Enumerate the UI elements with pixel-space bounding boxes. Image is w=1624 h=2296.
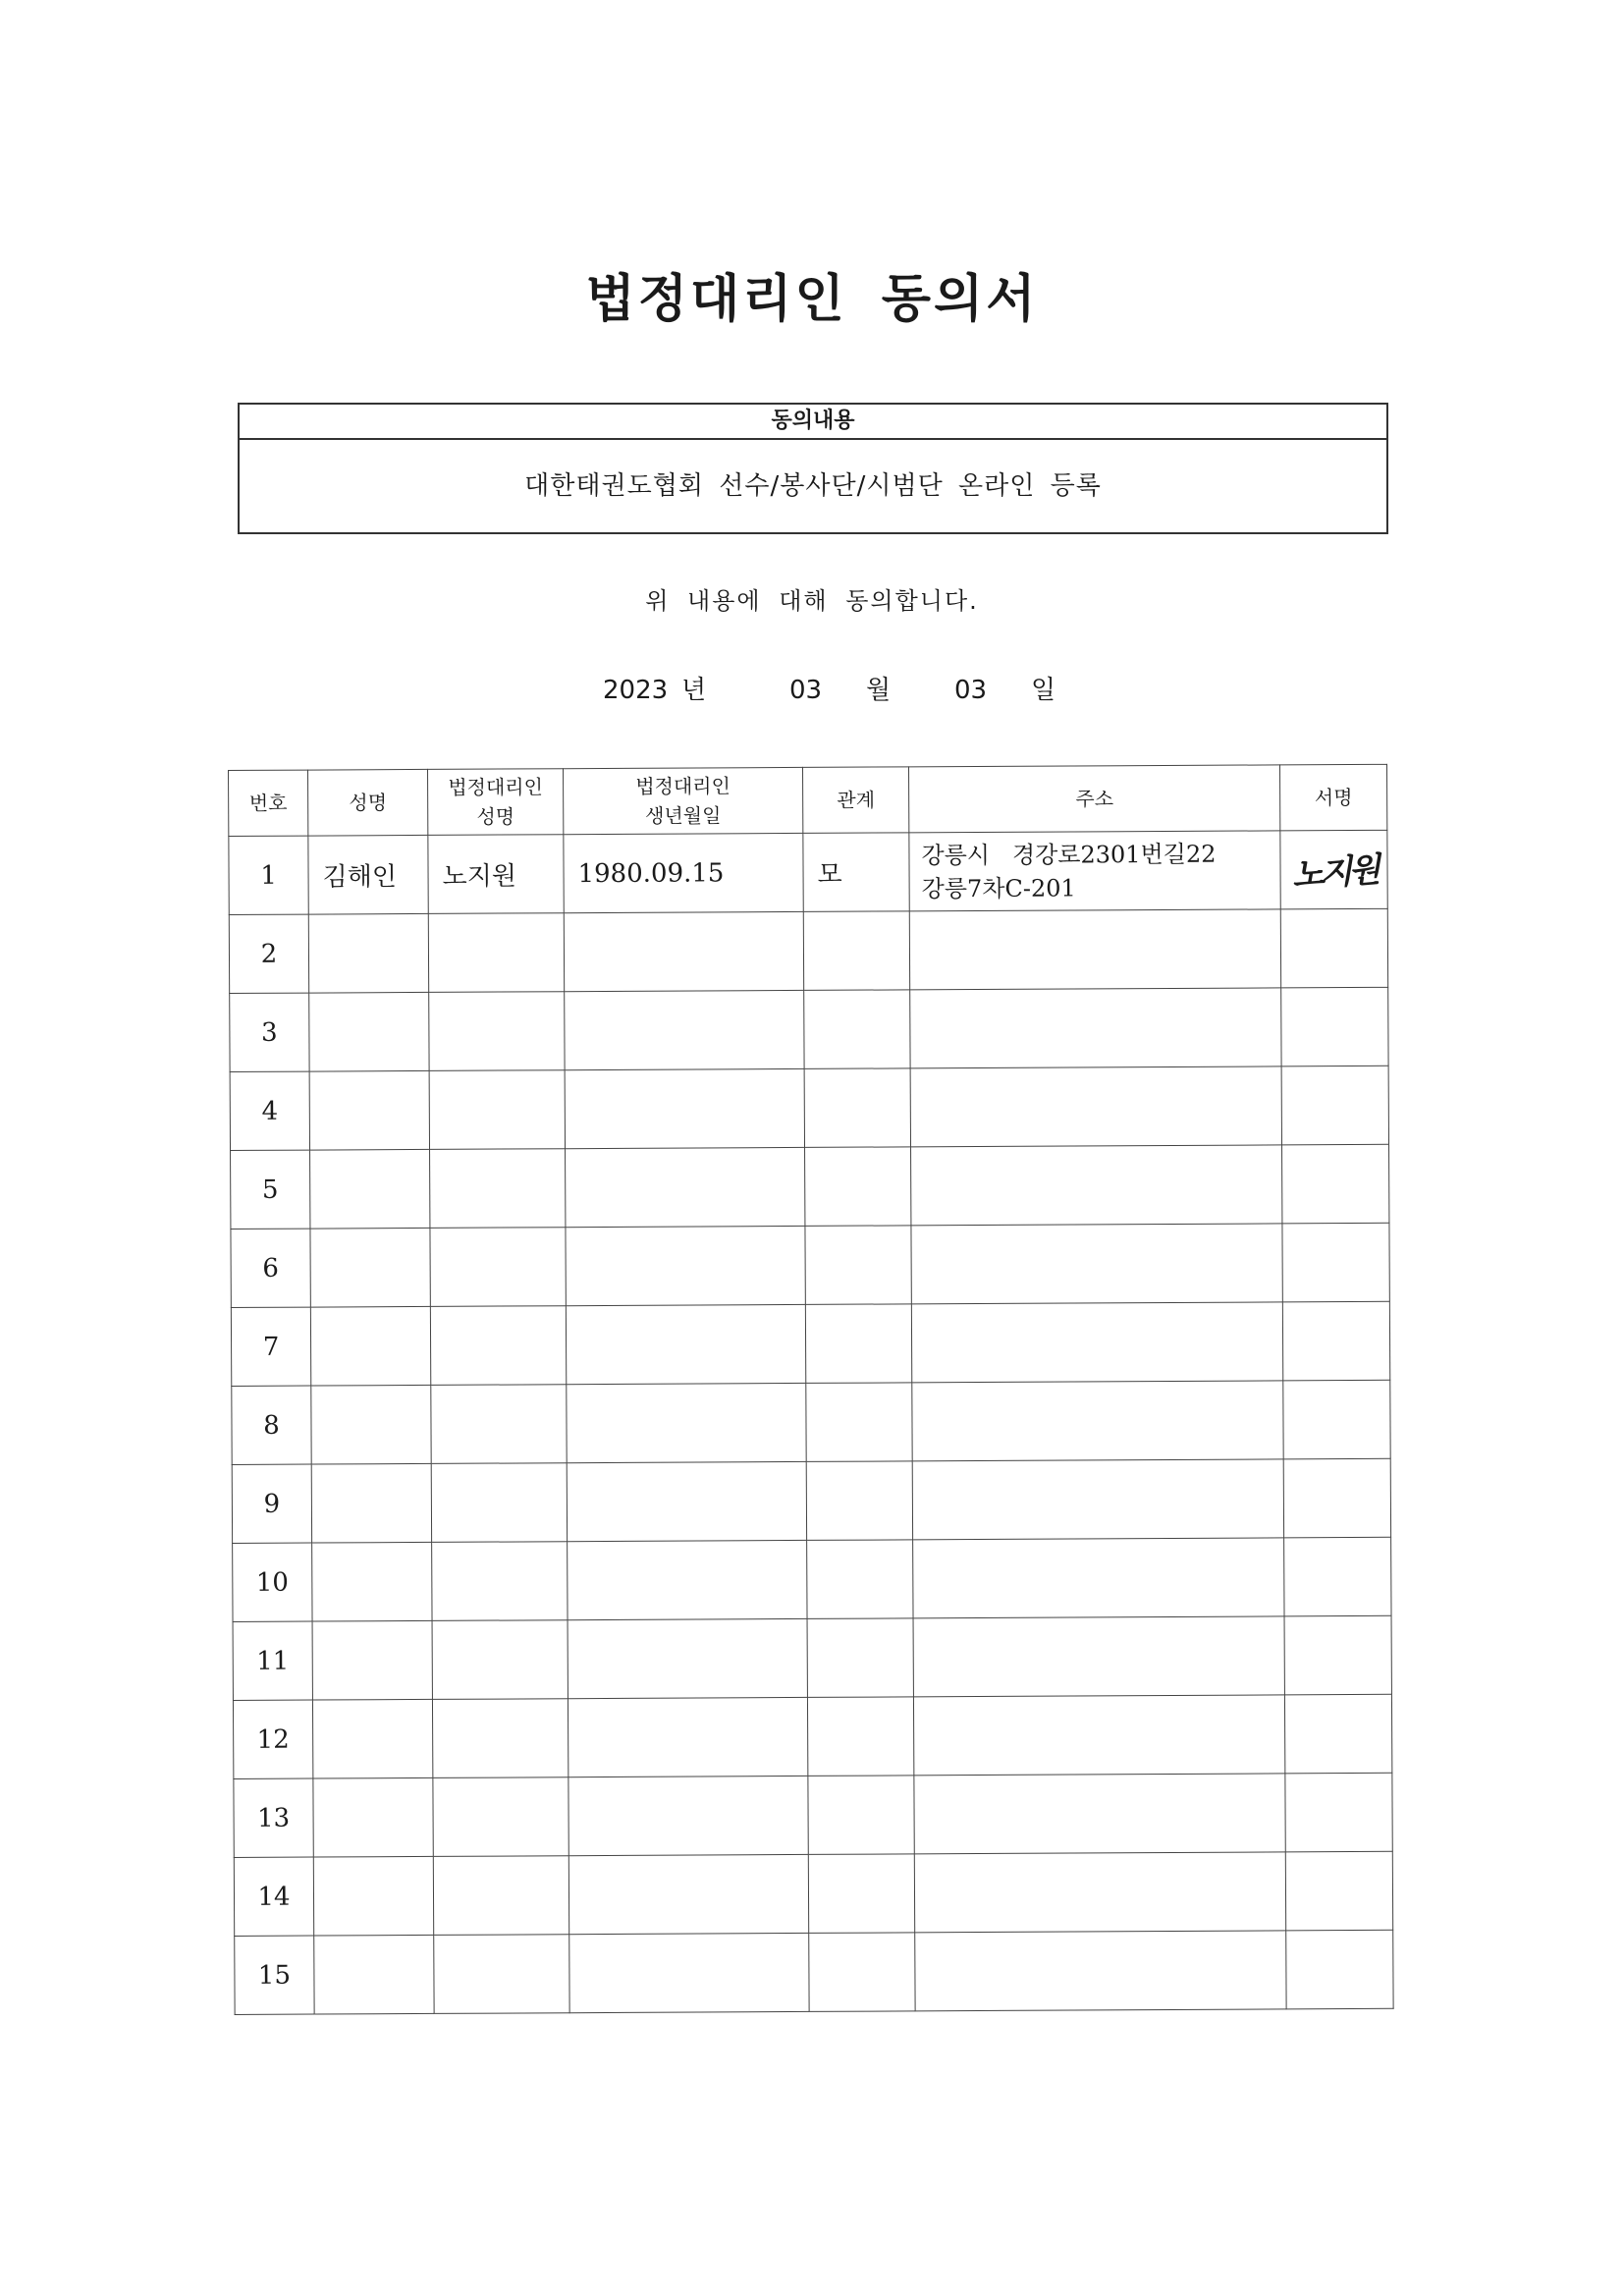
table-row bbox=[230, 987, 1388, 1071]
cell-guardian-birth bbox=[568, 1776, 808, 1855]
address-line-1 bbox=[926, 1656, 1284, 1658]
cell-address bbox=[909, 909, 1280, 990]
cell-name: 김해인 bbox=[308, 835, 428, 914]
consent-header: 동의내용 bbox=[240, 405, 1386, 440]
cell-no: 15 bbox=[235, 1936, 314, 2014]
cell-signature bbox=[1286, 1930, 1393, 2009]
header-guardian-birth bbox=[563, 767, 802, 834]
table-row bbox=[229, 908, 1387, 993]
address-line-1 bbox=[924, 1341, 1282, 1343]
table-row bbox=[230, 1066, 1388, 1150]
cell-no: 3 bbox=[230, 993, 309, 1071]
cell-guardian-name bbox=[429, 1070, 565, 1150]
cell-guardian-birth bbox=[565, 990, 804, 1069]
address-line-2 bbox=[926, 1734, 1284, 1736]
address-line-1 bbox=[924, 1263, 1282, 1265]
cell-signature bbox=[1284, 1537, 1391, 1616]
cell-address bbox=[909, 831, 1280, 911]
date-line bbox=[603, 670, 1056, 706]
cell-signature bbox=[1281, 1066, 1388, 1145]
header-name: 성명 bbox=[308, 769, 428, 836]
cell-signature bbox=[1281, 987, 1388, 1066]
header-guardian-name-line1: 법정대리인 bbox=[448, 775, 543, 799]
date-month-unit: 월 bbox=[866, 676, 892, 705]
cell-guardian-name: 노지원 bbox=[428, 835, 564, 914]
cell-address bbox=[911, 1224, 1282, 1304]
cell-name bbox=[310, 1228, 430, 1307]
cell-name bbox=[312, 1620, 432, 1700]
cell-relation bbox=[807, 1618, 913, 1698]
cell-signature bbox=[1285, 1851, 1392, 1931]
cell-guardian-name bbox=[430, 1306, 566, 1386]
cell-relation: 모 bbox=[803, 833, 909, 912]
cell-relation bbox=[807, 1540, 913, 1619]
table-row bbox=[234, 1851, 1392, 1936]
cell-no: 11 bbox=[233, 1621, 312, 1700]
cell-relation bbox=[808, 1854, 914, 1934]
cell-guardian-birth bbox=[569, 1933, 809, 2012]
cell-name bbox=[308, 913, 428, 993]
table-row bbox=[231, 1144, 1389, 1229]
address-line-2 bbox=[927, 1813, 1285, 1815]
address-line-2 bbox=[923, 1184, 1281, 1186]
cell-relation bbox=[804, 1068, 910, 1148]
header-guardian-birth-line1: 법정대리인 bbox=[635, 774, 731, 798]
cell-name bbox=[309, 1070, 429, 1150]
address-line-2 bbox=[924, 1263, 1282, 1265]
address-line-1 bbox=[922, 949, 1280, 951]
header-guardian-name-line2: 성명 bbox=[476, 804, 515, 829]
table-row bbox=[231, 1301, 1389, 1386]
address-line-1 bbox=[924, 1420, 1282, 1422]
cell-guardian-name bbox=[433, 1777, 568, 1857]
handwritten-signature: 노지원 bbox=[1290, 849, 1379, 897]
cell-relation bbox=[806, 1461, 912, 1541]
header-address: 주소 bbox=[908, 765, 1279, 833]
cell-name bbox=[309, 992, 429, 1071]
cell-no: 1 bbox=[229, 836, 308, 914]
cell-address bbox=[913, 1538, 1284, 1618]
date-year: 2023 bbox=[603, 676, 669, 705]
address-line-2 bbox=[923, 1106, 1281, 1108]
consent-body: 대한태권도협회 선수/봉사단/시범단 온라인 등록 bbox=[524, 471, 1102, 501]
table-row bbox=[232, 1380, 1390, 1464]
table-row bbox=[232, 1458, 1390, 1543]
address-line-2 bbox=[925, 1577, 1283, 1579]
cell-address bbox=[911, 1145, 1282, 1226]
cell-guardian-birth bbox=[568, 1540, 807, 1619]
address-line-2 bbox=[922, 1027, 1280, 1029]
header-guardian-name bbox=[427, 769, 563, 836]
table-row bbox=[235, 1930, 1393, 2014]
cell-no: 9 bbox=[232, 1464, 311, 1543]
registration-table bbox=[228, 764, 1394, 2015]
cell-signature bbox=[1284, 1694, 1391, 1774]
cell-signature bbox=[1283, 1458, 1390, 1538]
address-line-1 bbox=[922, 1027, 1280, 1029]
cell-name bbox=[311, 1385, 431, 1464]
cell-address bbox=[914, 1852, 1285, 1933]
cell-no: 14 bbox=[234, 1857, 313, 1936]
cell-name bbox=[312, 1542, 432, 1621]
cell-name bbox=[313, 1777, 433, 1857]
address-line-1 bbox=[927, 1891, 1285, 1893]
cell-name bbox=[313, 1856, 433, 1936]
cell-address bbox=[912, 1459, 1283, 1540]
cell-relation bbox=[805, 1226, 911, 1305]
cell-no: 8 bbox=[232, 1386, 311, 1464]
cell-no: 10 bbox=[233, 1543, 312, 1621]
consent-box bbox=[238, 403, 1388, 534]
cell-guardian-name bbox=[432, 1620, 568, 1700]
cell-guardian-birth bbox=[564, 911, 803, 991]
header-no: 번호 bbox=[229, 770, 308, 836]
table-row bbox=[231, 1223, 1389, 1307]
cell-guardian-birth bbox=[567, 1461, 806, 1541]
address-line-2 bbox=[924, 1341, 1282, 1343]
date-month: 03 bbox=[789, 676, 823, 705]
cell-signature bbox=[1280, 830, 1387, 909]
cell-guardian-birth bbox=[566, 1147, 805, 1227]
address-line-1 bbox=[926, 1734, 1284, 1736]
cell-guardian-name bbox=[432, 1699, 568, 1778]
date-year-unit: 년 bbox=[681, 676, 707, 705]
header-guardian-birth-line2: 생년월일 bbox=[645, 803, 722, 828]
cell-guardian-name bbox=[428, 913, 564, 993]
cell-guardian-name bbox=[434, 1935, 569, 2014]
cell-name bbox=[312, 1699, 432, 1778]
address-line-2: 강릉7차C-201 bbox=[921, 873, 1076, 902]
address-line-1 bbox=[923, 1106, 1281, 1108]
address-line-1 bbox=[925, 1499, 1283, 1501]
cell-guardian-birth bbox=[568, 1618, 807, 1698]
cell-address bbox=[910, 988, 1281, 1068]
date-day-unit: 일 bbox=[1031, 676, 1056, 705]
date-day: 03 bbox=[954, 676, 988, 705]
address-line-1: 강릉시 경강로2301번길22 bbox=[921, 840, 1217, 869]
table-row bbox=[233, 1694, 1391, 1778]
cell-name bbox=[311, 1463, 431, 1543]
address-line-2 bbox=[927, 1970, 1285, 1972]
cell-signature bbox=[1283, 1380, 1390, 1459]
cell-signature bbox=[1285, 1773, 1392, 1852]
address-line-2 bbox=[922, 949, 1280, 951]
cell-relation bbox=[806, 1383, 912, 1462]
cell-name bbox=[314, 1935, 434, 2014]
cell-guardian-birth bbox=[566, 1304, 805, 1384]
address-line-2 bbox=[926, 1656, 1284, 1658]
cell-signature bbox=[1282, 1301, 1389, 1381]
cell-guardian-birth bbox=[568, 1697, 807, 1777]
cell-address bbox=[915, 1931, 1286, 2011]
cell-address bbox=[913, 1695, 1284, 1776]
cell-guardian-name bbox=[430, 1228, 566, 1307]
cell-relation bbox=[809, 1933, 915, 2012]
cell-no: 7 bbox=[231, 1307, 310, 1386]
cell-no: 6 bbox=[231, 1229, 310, 1307]
cell-relation bbox=[807, 1697, 913, 1777]
address-line-1 bbox=[923, 1184, 1281, 1186]
cell-relation bbox=[804, 990, 910, 1069]
address-line-1 bbox=[927, 1813, 1285, 1815]
address-line-1 bbox=[925, 1577, 1283, 1579]
cell-guardian-birth: 1980.09.15 bbox=[564, 833, 803, 912]
cell-signature bbox=[1282, 1223, 1389, 1302]
agree-statement: 위 내용에 대해 동의합니다. bbox=[645, 587, 979, 615]
address-line-2 bbox=[924, 1420, 1282, 1422]
table-row bbox=[234, 1773, 1392, 1857]
header-relation: 관계 bbox=[802, 767, 908, 834]
cell-guardian-name bbox=[431, 1463, 567, 1543]
cell-guardian-name bbox=[431, 1385, 567, 1464]
cell-guardian-birth bbox=[568, 1854, 808, 1934]
header-signature: 서명 bbox=[1279, 764, 1386, 831]
cell-guardian-birth bbox=[567, 1383, 806, 1462]
cell-address bbox=[910, 1066, 1281, 1147]
cell-no: 5 bbox=[231, 1150, 310, 1229]
cell-no: 2 bbox=[229, 914, 308, 993]
table-row bbox=[233, 1537, 1391, 1621]
address-line-2 bbox=[927, 1891, 1285, 1893]
cell-relation bbox=[808, 1776, 914, 1855]
cell-no: 13 bbox=[234, 1778, 313, 1857]
table-row bbox=[233, 1615, 1391, 1700]
cell-guardian-birth bbox=[566, 1226, 805, 1305]
cell-relation bbox=[803, 911, 909, 991]
cell-name bbox=[310, 1306, 430, 1386]
cell-signature bbox=[1282, 1144, 1389, 1224]
table-header-row bbox=[229, 764, 1387, 836]
cell-guardian-name bbox=[430, 1149, 566, 1229]
cell-address bbox=[911, 1302, 1282, 1383]
table-row bbox=[229, 830, 1387, 914]
address-line-2 bbox=[925, 1499, 1283, 1501]
cell-guardian-name bbox=[433, 1856, 568, 1936]
cell-signature bbox=[1284, 1615, 1391, 1695]
cell-no: 12 bbox=[233, 1700, 312, 1778]
cell-address bbox=[912, 1381, 1283, 1461]
cell-name bbox=[310, 1149, 430, 1229]
address-line-1 bbox=[927, 1970, 1285, 1972]
cell-signature bbox=[1280, 908, 1387, 988]
cell-no: 4 bbox=[230, 1071, 309, 1150]
cell-relation bbox=[805, 1147, 911, 1227]
cell-address bbox=[914, 1774, 1285, 1854]
cell-relation bbox=[805, 1304, 911, 1384]
page-title: 법정대리인 동의서 bbox=[585, 270, 1039, 329]
cell-address bbox=[913, 1616, 1284, 1697]
cell-guardian-birth bbox=[565, 1068, 804, 1148]
cell-guardian-name bbox=[429, 992, 565, 1071]
cell-guardian-name bbox=[432, 1542, 568, 1621]
